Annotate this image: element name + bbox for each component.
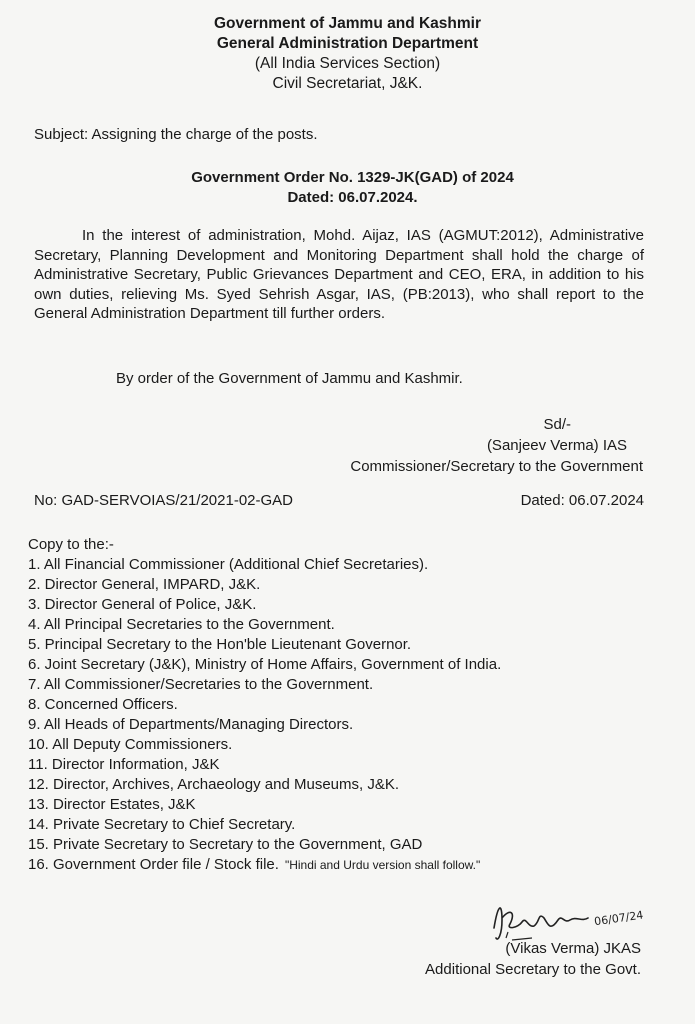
signed-mark: Sd/- — [543, 416, 571, 433]
list-item: 12. Director, Archives, Archaeology and Museums, J&K. — [28, 776, 400, 793]
order-number: Government Order No. 1329-JK(GAD) of 2024 — [191, 169, 514, 186]
reference-date: Dated: 06.07.2024 — [520, 492, 644, 509]
department-name: General Administration Department — [216, 35, 479, 52]
subject-line: Subject: Assigning the charge of the posts. — [34, 126, 318, 143]
list-item: 14. Private Secretary to Chief Secretary. — [28, 816, 296, 833]
list-item: 15. Private Secretary to Secretary to the Government, GAD — [28, 836, 423, 853]
list-item — [28, 855, 501, 875]
list-item: 3. Director General of Police, J&K. — [28, 596, 257, 613]
order-date: Dated: 06.07.2024. — [287, 189, 418, 206]
signatory-name-2: (Vikas Verma) JKAS — [505, 940, 641, 957]
list-item: 1. All Financial Commissioner (Additional Chief Secretaries). — [28, 556, 429, 573]
list-item: 11. Director Information, J&K — [28, 756, 220, 773]
order-heading — [0, 168, 695, 208]
list-item: 5. Principal Secretary to the Hon'ble Lieutenant Governor. — [28, 636, 412, 653]
order-body: In the interest of administration, Mohd. Aijaz, IAS (AGMUT:2012), Administrative Secretary, Planning Development and Monitoring Department shall hold the charge of Administrative Secretary, Public Grievances Department and CEO, ERA, in addition to his own duties, relieving Ms. Syed Sehrish Asgar, IAS, (PB:2013), who shall report to the General Administration Department till further orders. — [34, 227, 644, 322]
section-name: (All India Services Section) — [254, 55, 441, 72]
signatory-designation-2: Additional Secretary to the Govt. — [425, 961, 641, 978]
reference-number: No: GAD-SERVOIAS/21/2021-02-GAD — [34, 492, 293, 509]
signatory-name: (Sanjeev Verma) IAS — [486, 437, 627, 454]
government-name: Government of Jammu and Kashmir — [213, 15, 481, 32]
copy-to-list — [28, 555, 501, 875]
signature-block-primary — [350, 414, 643, 477]
list-item: 8. Concerned Officers. — [28, 696, 178, 713]
list-item: 13. Director Estates, J&K — [28, 796, 196, 813]
letterhead — [0, 14, 695, 94]
list-item: 10. All Deputy Commissioners. — [28, 736, 233, 753]
list-item: 2. Director General, IMPARD, J&K. — [28, 576, 261, 593]
list-item: 6. Joint Secretary (J&K), Ministry of Home Affairs, Government of India. — [28, 656, 502, 673]
list-item: 9. All Heads of Departments/Managing Directors. — [28, 716, 354, 733]
signature-block-secondary — [425, 938, 641, 980]
copy-to-heading: Copy to the:- — [28, 536, 114, 553]
by-order-line: By order of the Government of Jammu and Kashmir. — [116, 370, 463, 387]
list-item: 7. All Commissioner/Secretaries to the Government. — [28, 676, 374, 693]
handwritten-date: 06/07/24 — [593, 908, 645, 929]
language-version-note: "Hindi and Urdu version shall follow." — [284, 858, 481, 872]
list-item-text: 16. Government Order file / Stock file. — [28, 856, 279, 873]
list-item: 4. All Principal Secretaries to the Government. — [28, 616, 335, 633]
signatory-designation: Commissioner/Secretary to the Government — [350, 458, 643, 475]
office-address: Civil Secretariat, J&K. — [272, 75, 423, 92]
copy-to-section — [28, 535, 501, 875]
